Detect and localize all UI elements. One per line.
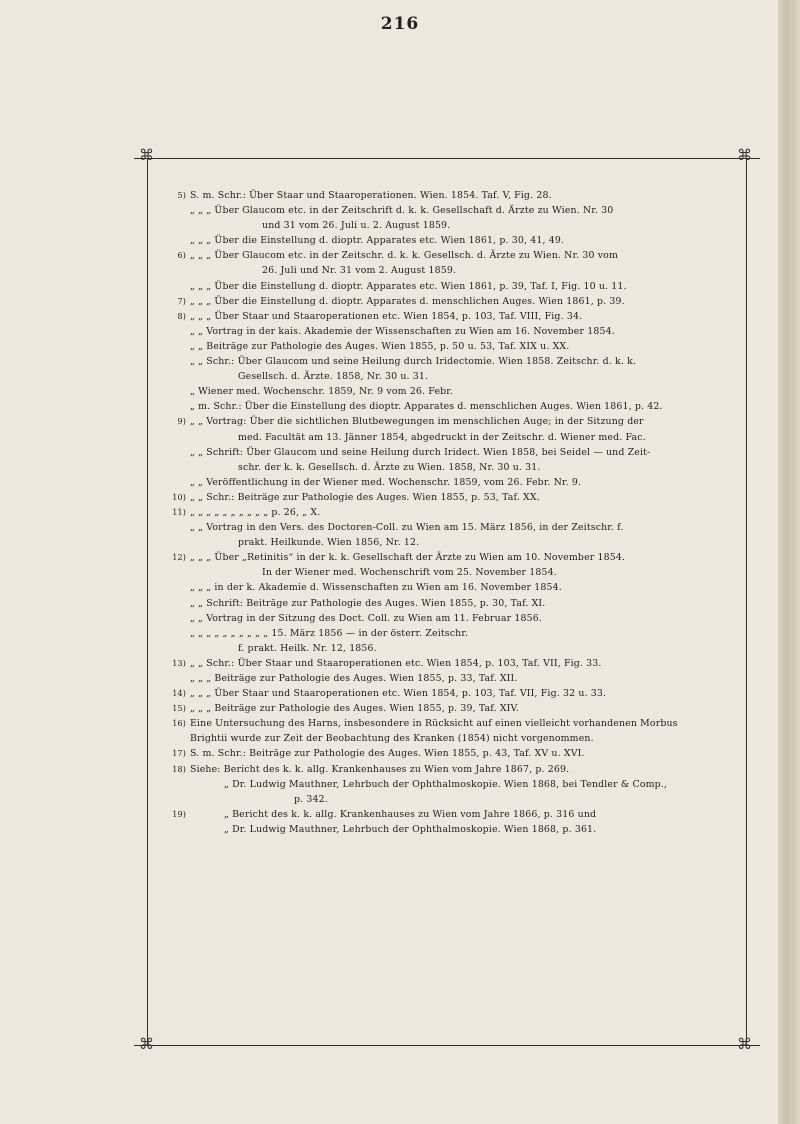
footnote-text: In der Wiener med. Wochenschrift vom 25. November 1854.: [262, 567, 557, 579]
footnote-text: Eine Untersuchung des Harns, insbesondere in Rücksicht auf einen vielleicht vorhandenen Morbus: [190, 718, 678, 730]
footnote-line: [176, 233, 724, 248]
footnote-number: 15): [172, 704, 186, 714]
footnote-line: [176, 792, 724, 807]
footnote-number: 10): [172, 492, 186, 502]
frame-corner-ornament-icon: ⌘: [737, 1035, 752, 1053]
footnote-line: [176, 354, 724, 369]
footnote-text: Gesellsch. d. Ärzte. 1858, Nr. 30 u. 31.: [238, 371, 429, 383]
footnote-line: [176, 309, 724, 324]
footnote-line: [172, 807, 724, 822]
footnote-text: „ „ Schr.: Über Glaucom und seine Heilung durch Iridectomie. Wien 1858. Zeitschr. d. k. k.: [190, 356, 637, 368]
footnote-number: 14): [172, 689, 186, 699]
footnote-text: „ „ „ „ „ „ „ „ „ „ p. 26, „ X.: [190, 506, 321, 518]
footnote-line: [176, 565, 724, 580]
footnote-line: [176, 188, 724, 203]
footnote-number: 18): [172, 764, 186, 774]
footnote-text: „ „ „ Beiträge zur Pathologie des Auges. Wien 1855, p. 39, Taf. XIV.: [190, 703, 519, 715]
footnote-text: Siehe: Bericht des k. k. allg. Krankenhauses zu Wien vom Jahre 1867, p. 269.: [190, 763, 570, 775]
footnote-line: [172, 656, 724, 671]
footnote-text: „ „ „ Über die Einstellung d. dioptr. Apparates d. menschlichen Auges. Wien 1861, p. 39.: [190, 295, 625, 307]
footnote-text: S. m. Schr.: Über Staar und Staaroperationen. Wien. 1854. Taf. V, Fig. 28.: [190, 190, 552, 201]
footnote-line: [176, 460, 724, 475]
footnote-text: „ „ Vortrag in der Sitzung des Doct. Coll. zu Wien am 11. Februar 1856.: [190, 612, 542, 624]
footnote-text: „ „ „ Über „Retinitis“ in der k. k. Gesellschaft der Ärzte zu Wien am 10. November 1854.: [190, 552, 626, 564]
footnote-text: „ „ „ Über Glaucom etc. in der Zeitschrift d. k. k. Gesellschaft d. Ärzte zu Wien. Nr. 30: [190, 205, 614, 217]
footnote-line: [176, 339, 724, 354]
frame-corner-ornament-icon: ⌘: [737, 146, 752, 164]
footnote-number: 11): [172, 507, 186, 517]
footnote-line: [176, 777, 724, 792]
footnote-line: [172, 762, 724, 777]
footnote-number: 8): [177, 311, 186, 321]
footnote-text: Brightii wurde zur Zeit der Beobachtung des Kranken (1854) nicht vorgenommen.: [190, 733, 594, 745]
footnote-line: [172, 716, 724, 731]
footnote-text: S. m. Schr.: Beiträge zur Pathologie des Auges. Wien 1855, p. 43, Taf. XV u. XVI.: [190, 748, 585, 760]
footnote-text: und 31 vom 26. Juli u. 2. August 1859.: [262, 220, 451, 232]
footnote-line: [172, 686, 724, 701]
footnote-line: [176, 641, 724, 656]
footnote-text: „ „ Veröffentlichung in der Wiener med. Wochenschr. 1859, vom 26. Febr. Nr. 9.: [190, 476, 582, 488]
footnote-text: „ „ „ Über Staar und Staaroperationen etc. Wien 1854, p. 103, Taf. VIII, Fig. 34.: [190, 310, 583, 322]
footnote-text: „ „ „ Über Staar und Staaroperationen etc. Wien 1854, p. 103, Taf. VII, Fig. 32 u. 33.: [190, 688, 607, 700]
footnote-text: „ „ Schr.: Über Staar und Staaroperationen etc. Wien 1854, p. 103, Taf. VII, Fig. 33.: [190, 657, 602, 669]
footnote-line: [176, 580, 724, 595]
footnote-line: [176, 731, 724, 746]
footnote-text: „ „ Vortrag in der kais. Akademie der Wissenschaften zu Wien am 16. November 1854.: [190, 325, 615, 337]
footnote-line: [172, 490, 724, 505]
footnote-line: [176, 414, 724, 429]
footnote-text: schr. der k. k. Gesellsch. d. Ärzte zu Wien. 1858, Nr. 30 u. 31.: [238, 461, 541, 473]
footnote-number: 13): [172, 658, 186, 668]
footnote-number: 12): [172, 553, 186, 563]
footnote-line: [176, 384, 724, 399]
footnote-number: 7): [177, 296, 186, 306]
footnote-text: prakt. Heilkunde. Wien 1856, Nr. 12.: [238, 537, 420, 549]
footnote-text: „ Bericht des k. k. allg. Krankenhauses zu Wien vom Jahre 1866, p. 316 und: [224, 808, 597, 820]
footnote-line: [172, 550, 724, 565]
frame-corner-ornament-icon: ⌘: [139, 146, 154, 164]
footnote-text: 26. Juli und Nr. 31 vom 2. August 1859.: [262, 265, 457, 277]
footnote-line: [176, 596, 724, 611]
footnote-line: [176, 399, 724, 414]
footnote-line: [176, 611, 724, 626]
footnote-text: „ „ Schr.: Beiträge zur Pathologie des Auges. Wien 1855, p. 53, Taf. XX.: [190, 491, 540, 503]
footnote-line: [176, 279, 724, 294]
footnote-line: [176, 822, 724, 837]
footnote-line: [176, 263, 724, 278]
footnote-line: [172, 701, 724, 716]
footnote-text: „ „ „ Über Glaucom etc. in der Zeitschr. d. k. k. Gesellsch. d. Ärzte zu Wien. Nr. 30 vom: [190, 250, 619, 262]
page-number: 216: [380, 14, 420, 34]
footnote-number: 16): [172, 719, 186, 729]
footnote-text: „ „ „ „ „ „ „ „ „ „ 15. März 1856 — in der österr. Zeitschr.: [190, 627, 469, 639]
footnotes-body: [172, 188, 724, 837]
footnote-text: „ „ Vortrag: Über die sichtlichen Blutbewegungen im menschlichen Auge; in der Sitzung der: [190, 416, 644, 428]
footnote-text: „ „ Schrift: Über Glaucom und seine Heilung durch Iridect. Wien 1858, bei Seidel — und Zeit-: [190, 446, 651, 458]
frame-corner-ornament-icon: ⌘: [139, 1035, 154, 1053]
footnote-line: [176, 324, 724, 339]
footnote-text: „ „ Beiträge zur Pathologie des Auges. Wien 1855, p. 50 u. 53, Taf. XIX u. XX.: [190, 340, 570, 352]
footnote-text: med. Facultät am 13. Jänner 1854, abgedruckt in der Zeitschr. d. Wiener med. Fac.: [238, 431, 646, 443]
footnote-line: [172, 746, 724, 761]
footnote-text: „ „ Schrift: Beiträge zur Pathologie des Auges. Wien 1855, p. 30, Taf. XI.: [190, 597, 546, 609]
footnote-text: „ m. Schr.: Über die Einstellung des dioptr. Apparates d. menschlichen Auges. Wien 1861, p. 42.: [190, 401, 663, 413]
footnote-line: [176, 626, 724, 641]
footnote-line: [176, 430, 724, 445]
footnote-text: p. 342.: [294, 793, 328, 805]
footnote-text: „ „ „ Beiträge zur Pathologie des Auges. Wien 1855, p. 33, Taf. XII.: [190, 673, 518, 684]
footnote-text: „ „ „ Über die Einstellung d. dioptr. Apparates etc. Wien 1861, p. 39, Taf. I, Fig. 10 u. 11.: [190, 280, 627, 292]
footnote-line: [176, 294, 724, 309]
footnote-line: [176, 671, 724, 686]
book-spine-edge: [778, 0, 800, 1124]
footnote-line: [176, 203, 724, 218]
footnote-line: [176, 445, 724, 460]
footnote-text: „ Wiener med. Wochenschr. 1859, Nr. 9 vom 26. Febr.: [190, 386, 454, 398]
footnote-number: 5): [177, 191, 186, 200]
footnote-line: [176, 535, 724, 550]
footnote-text: „ „ „ Über die Einstellung d. dioptr. Apparates etc. Wien 1861, p. 30, 41, 49.: [190, 235, 565, 247]
footnote-number: 9): [177, 417, 186, 427]
footnote-text: f. prakt. Heilk. Nr. 12, 1856.: [238, 642, 377, 654]
footnote-line: [176, 218, 724, 233]
footnote-number: 19): [172, 809, 186, 819]
footnote-number: 6): [177, 251, 186, 261]
footnote-text: „ „ „ in der k. Akademie d. Wissenschaften zu Wien am 16. November 1854.: [190, 582, 562, 594]
footnote-number: 17): [172, 749, 186, 759]
footnote-line: [176, 475, 724, 490]
footnote-line: [172, 505, 724, 520]
footnote-text: „ „ Vortrag in den Vers. des Doctoren-Coll. zu Wien am 15. März 1856, in der Zeitschr. f.: [190, 522, 624, 534]
footnote-line: [176, 369, 724, 384]
footnote-line: [176, 520, 724, 535]
footnote-text: „ Dr. Ludwig Mauthner, Lehrbuch der Ophthalmoskopie. Wien 1868, bei Tendler & Comp.,: [224, 778, 668, 790]
footnote-text: „ Dr. Ludwig Mauthner, Lehrbuch der Ophthalmoskopie. Wien 1868, p. 361.: [224, 823, 597, 835]
footnote-line: [176, 248, 724, 263]
